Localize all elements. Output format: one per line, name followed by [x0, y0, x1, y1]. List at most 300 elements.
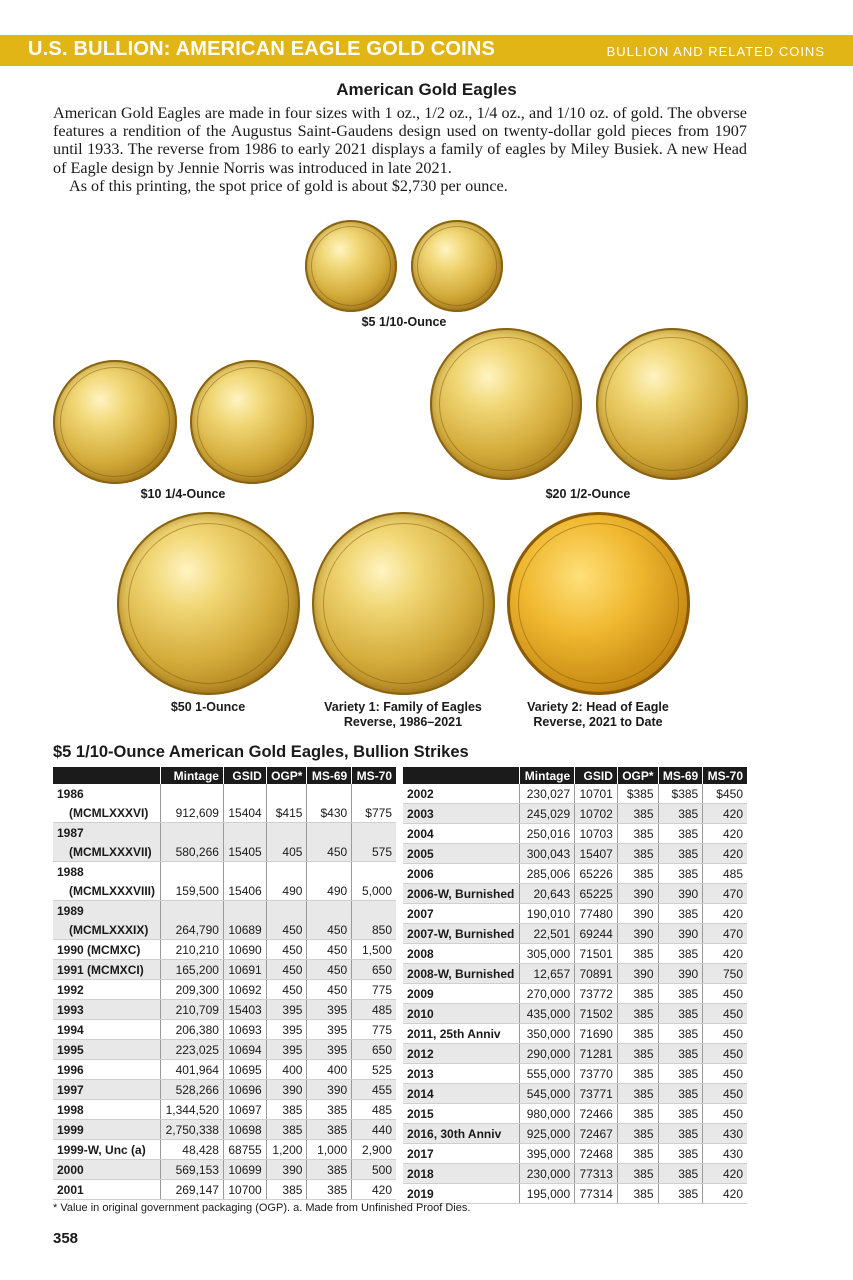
table-cell: 48,428 — [161, 1140, 224, 1160]
caption-variety1-line2: Reverse, 1986–2021 — [343, 715, 463, 729]
table-row — [403, 1004, 747, 1024]
table-cell: 10690 — [223, 940, 266, 960]
table-cell: 420 — [352, 1180, 396, 1200]
table-cell: 10695 — [223, 1060, 266, 1080]
mintage-table-right — [403, 767, 747, 1204]
row-label: 2007-W, Burnished — [403, 924, 520, 944]
row-label: 2011, 25th Anniv — [403, 1024, 520, 1044]
row-label: 1992 — [53, 980, 161, 1000]
table-cell: 285,006 — [520, 864, 575, 884]
table-cell: $385 — [617, 784, 658, 804]
table-cell: 71690 — [575, 1024, 618, 1044]
empty-cell — [352, 862, 396, 882]
row-label: 1996 — [53, 1060, 161, 1080]
row-label: 1995 — [53, 1040, 161, 1060]
table-cell: 470 — [703, 884, 747, 904]
table-cell: 490 — [266, 881, 307, 901]
table-row — [403, 824, 747, 844]
table-cell: 230,000 — [520, 1164, 575, 1184]
table-cell: 77313 — [575, 1164, 618, 1184]
table-row — [53, 1140, 396, 1160]
coin-quarter-obverse-image — [53, 360, 177, 484]
row-sublabel: (MCMLXXXVIII) — [53, 881, 161, 901]
table-cell: 77314 — [575, 1184, 618, 1204]
row-label: 2004 — [403, 824, 520, 844]
row-label: 2017 — [403, 1144, 520, 1164]
row-sublabel: (MCMLXXXVI) — [53, 803, 161, 823]
column-header: GSID — [575, 767, 618, 784]
table-cell: $415 — [266, 803, 307, 823]
spot-price-paragraph: As of this printing, the spot price of gold is about $2,730 per ounce. — [69, 176, 508, 195]
row-label: 1986 — [53, 784, 161, 803]
row-label: 2008 — [403, 944, 520, 964]
table-cell: 165,200 — [161, 960, 224, 980]
table-row — [403, 804, 747, 824]
column-header: MS-70 — [703, 767, 747, 784]
table-cell: 209,300 — [161, 980, 224, 1000]
table-cell: 450 — [307, 920, 352, 940]
table-cell: 385 — [658, 944, 703, 964]
table-cell: 450 — [266, 960, 307, 980]
table-row — [53, 803, 396, 823]
table-cell: 395 — [266, 1040, 307, 1060]
table-cell: 490 — [307, 881, 352, 901]
table-row — [403, 1084, 747, 1104]
table-cell: 264,790 — [161, 920, 224, 940]
table-cell: 390 — [617, 924, 658, 944]
empty-cell — [223, 901, 266, 921]
table-cell: 400 — [266, 1060, 307, 1080]
table-cell: 485 — [352, 1100, 396, 1120]
table-cell: 10694 — [223, 1040, 266, 1060]
table-cell: 405 — [266, 842, 307, 862]
table-cell: 450 — [703, 1004, 747, 1024]
row-label: 1990 (MCMXC) — [53, 940, 161, 960]
mintage-table-left — [53, 767, 396, 1200]
table-cell: 528,266 — [161, 1080, 224, 1100]
table-cell: 195,000 — [520, 1184, 575, 1204]
table-row — [53, 960, 396, 980]
table-cell: 300,043 — [520, 844, 575, 864]
table-cell: 190,010 — [520, 904, 575, 924]
table-cell: 68755 — [223, 1140, 266, 1160]
table-cell: 450 — [703, 1084, 747, 1104]
table-row — [403, 944, 747, 964]
coin-quarter-reverse-image — [190, 360, 314, 484]
table-cell: 650 — [352, 1040, 396, 1060]
table-cell: $450 — [703, 784, 747, 804]
table-cell: 290,000 — [520, 1044, 575, 1064]
table-cell: 385 — [617, 1124, 658, 1144]
table-cell: 385 — [658, 1024, 703, 1044]
table-cell: 401,964 — [161, 1060, 224, 1080]
table-row — [403, 1064, 747, 1084]
table-row — [53, 1000, 396, 1020]
table-row — [53, 784, 396, 803]
table-row — [403, 1144, 747, 1164]
table-cell: 71502 — [575, 1004, 618, 1024]
table-row — [403, 984, 747, 1004]
column-header-label — [53, 767, 161, 784]
header-bar — [0, 35, 853, 66]
empty-cell — [352, 784, 396, 803]
empty-cell — [266, 823, 307, 843]
table-cell: 10700 — [223, 1180, 266, 1200]
coin-tenth-reverse-image — [411, 220, 503, 312]
table-cell: 390 — [658, 884, 703, 904]
table-cell: 450 — [703, 1044, 747, 1064]
table-cell: 385 — [266, 1120, 307, 1140]
table-cell: 1,500 — [352, 940, 396, 960]
table-cell: 385 — [617, 984, 658, 1004]
empty-cell — [307, 862, 352, 882]
empty-cell — [266, 862, 307, 882]
column-header: Mintage — [520, 767, 575, 784]
table-cell: 1,344,520 — [161, 1100, 224, 1120]
table-cell: 850 — [352, 920, 396, 940]
row-label: 1988 — [53, 862, 161, 882]
table-cell: 10689 — [223, 920, 266, 940]
table-row — [403, 1184, 747, 1204]
table-cell: 385 — [617, 804, 658, 824]
column-header: OGP* — [266, 767, 307, 784]
table-row — [53, 980, 396, 1000]
table-cell: 385 — [658, 1184, 703, 1204]
table-row — [53, 1160, 396, 1180]
table-row — [403, 1164, 747, 1184]
table-cell: 912,609 — [161, 803, 224, 823]
empty-cell — [161, 784, 224, 803]
table-row — [403, 844, 747, 864]
row-label: 1994 — [53, 1020, 161, 1040]
table-cell: 435,000 — [520, 1004, 575, 1024]
table-cell: 385 — [617, 1084, 658, 1104]
table-cell: 385 — [617, 944, 658, 964]
table-cell: 385 — [658, 824, 703, 844]
table-cell: 10699 — [223, 1160, 266, 1180]
row-label: 2010 — [403, 1004, 520, 1024]
table-cell: 15406 — [223, 881, 266, 901]
table-row — [403, 924, 747, 944]
table-cell: 385 — [266, 1100, 307, 1120]
table-cell: 22,501 — [520, 924, 575, 944]
table-cell: 10701 — [575, 784, 618, 804]
table-cell: 15404 — [223, 803, 266, 823]
table-cell: 390 — [658, 924, 703, 944]
table-cell: 10703 — [575, 824, 618, 844]
row-label: 2016, 30th Anniv — [403, 1124, 520, 1144]
caption-variety2-line2: Reverse, 2021 to Date — [533, 715, 663, 729]
empty-cell — [352, 823, 396, 843]
table-cell: 10692 — [223, 980, 266, 1000]
table-cell: 230,027 — [520, 784, 575, 804]
empty-cell — [307, 901, 352, 921]
row-label: 1999-W, Unc (a) — [53, 1140, 161, 1160]
table-cell: 385 — [658, 1064, 703, 1084]
table-cell: 420 — [703, 1184, 747, 1204]
empty-cell — [307, 823, 352, 843]
table-cell: 395 — [307, 1040, 352, 1060]
table-row — [53, 823, 396, 843]
table-cell: 385 — [658, 804, 703, 824]
table-cell: 450 — [703, 1104, 747, 1124]
table-cell: 385 — [617, 1184, 658, 1204]
table-cell: 450 — [703, 1064, 747, 1084]
table-cell: 270,000 — [520, 984, 575, 1004]
caption-variety1 — [293, 700, 513, 730]
row-label: 2005 — [403, 844, 520, 864]
table-cell: 450 — [307, 940, 352, 960]
table-cell: 390 — [266, 1080, 307, 1100]
row-label: 2014 — [403, 1084, 520, 1104]
table-row — [403, 1124, 747, 1144]
table-cell: 305,000 — [520, 944, 575, 964]
table-row — [403, 784, 747, 804]
table-cell: 775 — [352, 1020, 396, 1040]
empty-cell — [161, 862, 224, 882]
table-row — [403, 1044, 747, 1064]
table-cell: 20,643 — [520, 884, 575, 904]
table-cell: 750 — [703, 964, 747, 984]
intro-paragraph: American Gold Eagles are made in four sizes with 1 oz., 1/2 oz., 1/4 oz., and 1/10 oz. of gold. The obverse features a rendition of the Augustus Saint-Gaudens design used on twenty-dollar gold pieces from 1907 until 1933. The reverse from 1986 to early 2021 displays a family of eagles by Miley Busiek. A new Head of Eagle design by Jennie Norris was introduced in late 2021. — [53, 104, 747, 177]
table-cell: 450 — [266, 940, 307, 960]
row-label: 2015 — [403, 1104, 520, 1124]
table-row — [53, 1100, 396, 1120]
table-cell: 10697 — [223, 1100, 266, 1120]
table-cell: 580,266 — [161, 842, 224, 862]
table-row — [53, 920, 396, 940]
table-row — [403, 1104, 747, 1124]
table-cell: 450 — [703, 984, 747, 1004]
table-cell: 10693 — [223, 1020, 266, 1040]
table-cell: 73770 — [575, 1064, 618, 1084]
table-cell: 650 — [352, 960, 396, 980]
table-cell: 420 — [703, 944, 747, 964]
table-cell: 15403 — [223, 1000, 266, 1020]
table-cell: 2,750,338 — [161, 1120, 224, 1140]
row-label: 2009 — [403, 984, 520, 1004]
table-cell: 385 — [658, 1104, 703, 1124]
table-cell: 385 — [658, 904, 703, 924]
table-cell: 71501 — [575, 944, 618, 964]
table-row — [403, 864, 747, 884]
table-cell: 73772 — [575, 984, 618, 1004]
table-cell: 450 — [703, 1024, 747, 1044]
footnote: * Value in original government packaging (OGP). a. Made from Unfinished Proof Dies. — [53, 1202, 471, 1214]
table-cell: 15407 — [575, 844, 618, 864]
row-label: 1993 — [53, 1000, 161, 1020]
table-cell: 71281 — [575, 1044, 618, 1064]
table-cell: 390 — [617, 884, 658, 904]
row-label: 2012 — [403, 1044, 520, 1064]
table-cell: 440 — [352, 1120, 396, 1140]
table-cell: $775 — [352, 803, 396, 823]
table-row — [53, 842, 396, 862]
table-cell: 420 — [703, 824, 747, 844]
table-cell: 450 — [266, 980, 307, 1000]
table-cell: 450 — [307, 960, 352, 980]
table-cell: 385 — [617, 1144, 658, 1164]
table-cell: 555,000 — [520, 1064, 575, 1084]
article-title: American Gold Eagles — [336, 80, 517, 99]
table-cell: $430 — [307, 803, 352, 823]
table-cell: 385 — [617, 1064, 658, 1084]
table-cell: 430 — [703, 1124, 747, 1144]
table-cell: 485 — [703, 864, 747, 884]
column-header: MS-69 — [307, 767, 352, 784]
table-cell: 525 — [352, 1060, 396, 1080]
table-cell: 485 — [352, 1000, 396, 1020]
table-cell: 65226 — [575, 864, 618, 884]
table-row — [53, 881, 396, 901]
row-sublabel: (MCMLXXXVII) — [53, 842, 161, 862]
table-cell: 430 — [703, 1144, 747, 1164]
table-cell: 10702 — [575, 804, 618, 824]
table-cell: 12,657 — [520, 964, 575, 984]
column-header: GSID — [223, 767, 266, 784]
table-cell: 390 — [307, 1080, 352, 1100]
empty-cell — [161, 823, 224, 843]
table-cell: 420 — [703, 1164, 747, 1184]
table-cell: 385 — [307, 1100, 352, 1120]
table-cell: 385 — [617, 844, 658, 864]
row-label: 2008-W, Burnished — [403, 964, 520, 984]
empty-cell — [352, 901, 396, 921]
table-cell: 73771 — [575, 1084, 618, 1104]
row-label: 1991 (MCMXCI) — [53, 960, 161, 980]
caption-one-ounce: $50 1-Ounce — [170, 700, 246, 714]
column-header: OGP* — [617, 767, 658, 784]
table-cell: 2,900 — [352, 1140, 396, 1160]
table-cell: 575 — [352, 842, 396, 862]
table-cell: 385 — [307, 1120, 352, 1140]
table-cell: 1,000 — [307, 1140, 352, 1160]
table-cell: 980,000 — [520, 1104, 575, 1124]
table-cell: 15405 — [223, 842, 266, 862]
table-cell: 385 — [617, 1044, 658, 1064]
table-cell: 390 — [617, 904, 658, 924]
table-cell: 390 — [266, 1160, 307, 1180]
column-header-label — [403, 767, 520, 784]
caption-quarter: $10 1/4-Ounce — [140, 487, 226, 501]
table-cell: 385 — [617, 1024, 658, 1044]
table-cell: 775 — [352, 980, 396, 1000]
table-cell: 395,000 — [520, 1144, 575, 1164]
table-row — [53, 862, 396, 882]
table-title: $5 1/10-Ounce American Gold Eagles, Bullion Strikes — [53, 743, 469, 761]
caption-variety2-line1: Variety 2: Head of Eagle — [527, 700, 669, 714]
row-label: 1999 — [53, 1120, 161, 1140]
table-row — [53, 940, 396, 960]
row-label: 1989 — [53, 901, 161, 921]
row-label: 2002 — [403, 784, 520, 804]
table-cell: 72468 — [575, 1144, 618, 1164]
column-header: Mintage — [161, 767, 224, 784]
table-row — [403, 1024, 747, 1044]
table-cell: 400 — [307, 1060, 352, 1080]
table-cell: 269,147 — [161, 1180, 224, 1200]
table-row — [403, 884, 747, 904]
table-cell: 385 — [617, 1004, 658, 1024]
table-cell: 65225 — [575, 884, 618, 904]
page-number: 358 — [53, 1230, 79, 1247]
intro-text — [53, 104, 747, 195]
table-cell: 470 — [703, 924, 747, 944]
column-header: MS-70 — [352, 767, 396, 784]
table-cell: 5,000 — [352, 881, 396, 901]
table-cell: 500 — [352, 1160, 396, 1180]
table-cell: 385 — [307, 1180, 352, 1200]
caption-variety1-line1: Variety 1: Family of Eagles — [324, 700, 482, 714]
table-cell: 385 — [266, 1180, 307, 1200]
table-cell: 385 — [617, 1164, 658, 1184]
table-cell: 350,000 — [520, 1024, 575, 1044]
table-cell: 390 — [617, 964, 658, 984]
empty-cell — [161, 901, 224, 921]
table-row — [53, 1020, 396, 1040]
table-row — [53, 1120, 396, 1140]
table-cell: 69244 — [575, 924, 618, 944]
row-label: 1987 — [53, 823, 161, 843]
table-cell: 545,000 — [520, 1084, 575, 1104]
table-cell: 223,025 — [161, 1040, 224, 1060]
row-label: 2019 — [403, 1184, 520, 1204]
table-cell: 10696 — [223, 1080, 266, 1100]
table-cell: 385 — [658, 1004, 703, 1024]
table-cell: 420 — [703, 804, 747, 824]
table-cell: $385 — [658, 784, 703, 804]
row-label: 1997 — [53, 1080, 161, 1100]
table-cell: 210,210 — [161, 940, 224, 960]
table-cell: 395 — [266, 1000, 307, 1020]
table-cell: 455 — [352, 1080, 396, 1100]
empty-cell — [223, 862, 266, 882]
empty-cell — [266, 784, 307, 803]
table-cell: 385 — [617, 1104, 658, 1124]
table-row — [53, 1040, 396, 1060]
row-label: 1998 — [53, 1100, 161, 1120]
coin-variety1-reverse-image — [312, 512, 495, 695]
row-label: 2006 — [403, 864, 520, 884]
table-row — [53, 1180, 396, 1200]
table-cell: 1,200 — [266, 1140, 307, 1160]
table-row — [53, 1080, 396, 1100]
table-cell: 385 — [617, 824, 658, 844]
table-cell: 385 — [658, 1164, 703, 1184]
section-title: U.S. BULLION: AMERICAN EAGLE GOLD COINS — [28, 38, 496, 60]
table-cell: 385 — [658, 1124, 703, 1144]
table-row — [53, 901, 396, 921]
coin-variety2-reverse-image — [507, 512, 690, 695]
table-row — [53, 1060, 396, 1080]
row-label: 2003 — [403, 804, 520, 824]
table-cell: 395 — [266, 1020, 307, 1040]
row-label: 2006-W, Burnished — [403, 884, 520, 904]
empty-cell — [307, 784, 352, 803]
table-cell: 395 — [307, 1000, 352, 1020]
row-label: 2000 — [53, 1160, 161, 1180]
table-cell: 385 — [658, 1044, 703, 1064]
coin-one-ounce-obverse-image — [117, 512, 300, 695]
caption-variety2 — [488, 700, 708, 730]
row-label: 2018 — [403, 1164, 520, 1184]
table-cell: 395 — [307, 1020, 352, 1040]
column-header: MS-69 — [658, 767, 703, 784]
row-label: 2013 — [403, 1064, 520, 1084]
table-cell: 420 — [703, 904, 747, 924]
caption-half: $20 1/2-Ounce — [545, 487, 631, 501]
table-cell: 72467 — [575, 1124, 618, 1144]
